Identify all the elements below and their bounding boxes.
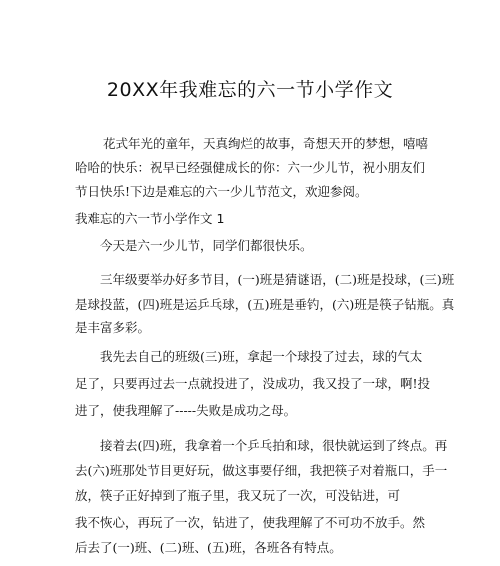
paragraph-line: 花式年光的童年，天真绚烂的故事，奇想天开的梦想，嘻嘻	[103, 136, 429, 151]
paragraph-line: 足了，只要再过去一点就投进了，没成功，我又投了一球，啊!投	[75, 376, 431, 391]
paragraph-line: 我不恢心，再玩了一次，钻进了，使我理解了不可功不放手。然	[75, 515, 426, 530]
section-heading: 我难忘的六一节小学作文 1	[75, 211, 225, 226]
paragraph-line: 是球投蓝，(四)班是运乒乓球，(五)班是垂钓，(六)班是筷子钻瓶。真	[75, 297, 455, 312]
paragraph-line: 哈哈的快乐：祝早已经强健成长的你：六一少儿节，祝小朋友们	[75, 160, 426, 175]
document-title: 20XX年我难忘的六一节小学作文	[106, 79, 394, 101]
paragraph-line: 是丰富多彩。	[75, 320, 151, 335]
paragraph-line: 三年级要举办好多节目，(一)班是猜谜语，(二)班是投球，(三)班	[100, 272, 455, 287]
paragraph-line: 今天是六一少儿节，同学们都很快乐。	[100, 238, 313, 253]
paragraph-line: 节日快乐!下边是难忘的六一少儿节范文，欢迎参阅。	[75, 184, 368, 199]
paragraph-line: 后去了(一)班、(二)班、(五)班，各班各有特点。	[75, 540, 342, 555]
paragraph-line: 放，筷子正好掉到了瓶子里，我又玩了一次，可没钻进，可	[75, 488, 401, 503]
paragraph-line: 接着去(四)班，我拿着一个乒乓拍和球，很快就运到了终点。再	[100, 438, 448, 453]
paragraph-line: 进了，使我理解了-----失败是成功之母。	[75, 403, 297, 418]
paragraph-line: 去(六)班那处节目更好玩，做这事要仔细，我把筷子对着瓶口，手一	[75, 463, 448, 478]
paragraph-line: 我先去自己的班级(三)班，拿起一个球投了过去，球的气太	[100, 349, 423, 364]
